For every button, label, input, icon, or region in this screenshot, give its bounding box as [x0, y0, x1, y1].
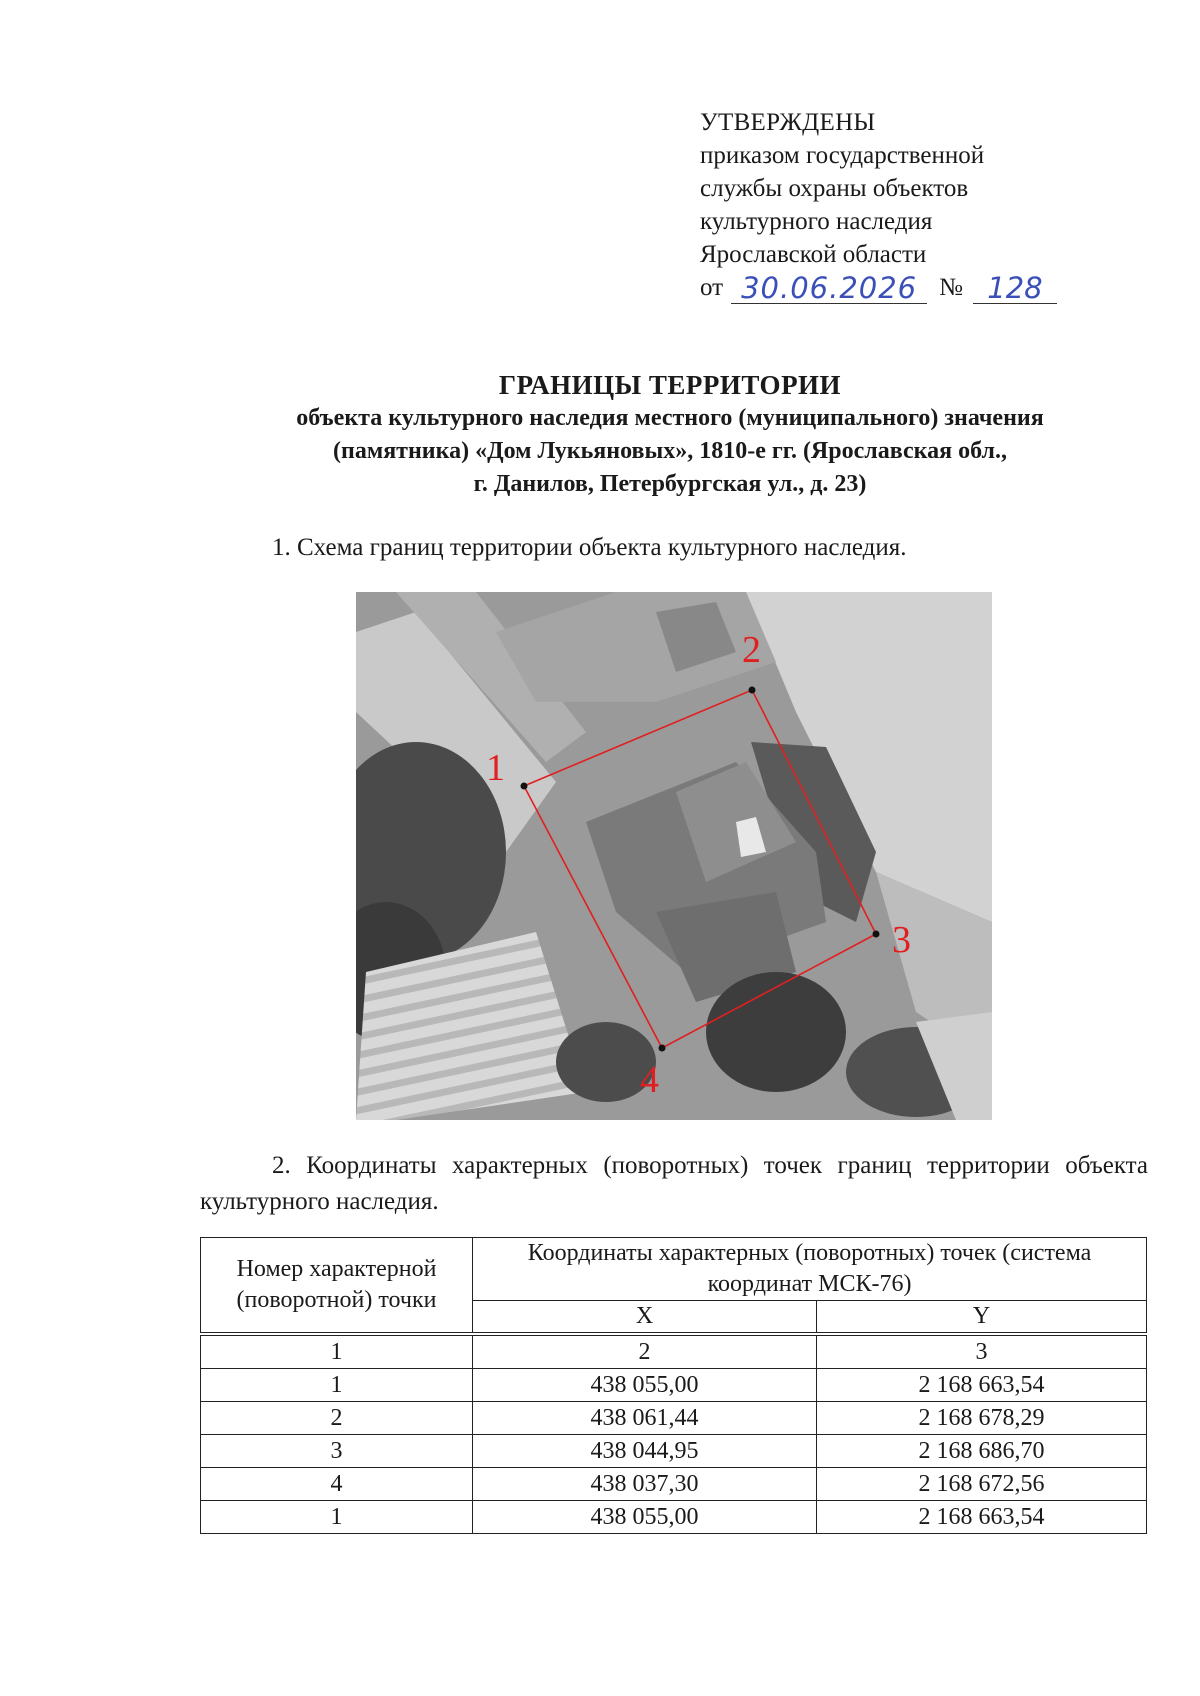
cell-y: 2 168 663,54	[817, 1369, 1147, 1402]
header-y: Y	[817, 1301, 1147, 1335]
column-number: 1	[201, 1334, 473, 1369]
point-label-4: 4	[640, 1059, 659, 1101]
table-row	[201, 1402, 1147, 1435]
header-x: X	[473, 1301, 817, 1335]
coordinates-table	[200, 1237, 1147, 1534]
column-number-row	[201, 1334, 1147, 1369]
section-2-text: 2. Координаты характерных (поворотных) точек границ территории объекта культурного наследия.	[200, 1152, 1148, 1215]
boundary-point-2	[749, 687, 756, 694]
approval-heading: УТВЕРЖДЕНЫ	[700, 109, 876, 136]
cell-y: 2 168 663,54	[817, 1501, 1147, 1534]
approval-line: культурного наследия	[700, 208, 933, 235]
handwritten-number: 128	[973, 273, 1057, 304]
approval-date-row	[700, 271, 1057, 304]
header-point-number: Номер характерной (поворотной) точки	[201, 1238, 473, 1335]
title-sub-line: (памятника) «Дом Лукьяновых», 1810-е гг. (Ярославская обл.,	[333, 438, 1007, 464]
cell-point: 1	[201, 1369, 473, 1402]
document-title	[160, 368, 1180, 501]
title-main: ГРАНИЦЫ ТЕРРИТОРИИ	[498, 370, 842, 400]
approval-line: службы охраны объектов	[700, 175, 969, 202]
date-prefix: от	[700, 274, 724, 301]
aerial-boundary-map	[356, 592, 992, 1120]
cell-y: 2 168 686,70	[817, 1435, 1147, 1468]
header-coordinates: Координаты характерных (поворотных) точек (система координат МСК-76)	[473, 1238, 1147, 1301]
cell-x: 438 037,30	[473, 1468, 817, 1501]
approval-line: приказом государственной	[700, 142, 985, 169]
table-header-row	[201, 1238, 1147, 1301]
point-label-2: 2	[742, 629, 761, 671]
number-prefix: №	[939, 274, 963, 301]
point-label-1: 1	[486, 747, 505, 789]
point-label-3: 3	[892, 919, 911, 961]
handwritten-date: 30.06.2026	[731, 273, 927, 304]
table-row	[201, 1501, 1147, 1534]
cell-point: 3	[201, 1435, 473, 1468]
approval-line: Ярославской области	[700, 241, 927, 268]
map-svg	[356, 592, 992, 1120]
cell-point: 1	[201, 1501, 473, 1534]
cell-x: 438 044,95	[473, 1435, 817, 1468]
boundary-point-4	[659, 1045, 666, 1052]
cell-x: 438 055,00	[473, 1501, 817, 1534]
section-2-heading	[200, 1148, 1148, 1220]
boundary-point-3	[873, 931, 880, 938]
column-number: 2	[473, 1334, 817, 1369]
cell-x: 438 055,00	[473, 1369, 817, 1402]
title-sub-line: объекта культурного наследия местного (муниципального) значения	[296, 405, 1044, 431]
table-row	[201, 1435, 1147, 1468]
column-number: 3	[817, 1334, 1147, 1369]
title-sub-line: г. Данилов, Петербургская ул., д. 23)	[473, 471, 867, 497]
approval-stamp	[700, 106, 1057, 304]
section-1-heading: 1. Схема границ территории объекта культурного наследия.	[272, 534, 907, 561]
cell-point: 4	[201, 1468, 473, 1501]
cell-x: 438 061,44	[473, 1402, 817, 1435]
boundary-point-1	[521, 783, 528, 790]
table-row	[201, 1468, 1147, 1501]
cell-y: 2 168 672,56	[817, 1468, 1147, 1501]
cell-point: 2	[201, 1402, 473, 1435]
cell-y: 2 168 678,29	[817, 1402, 1147, 1435]
table-row	[201, 1369, 1147, 1402]
